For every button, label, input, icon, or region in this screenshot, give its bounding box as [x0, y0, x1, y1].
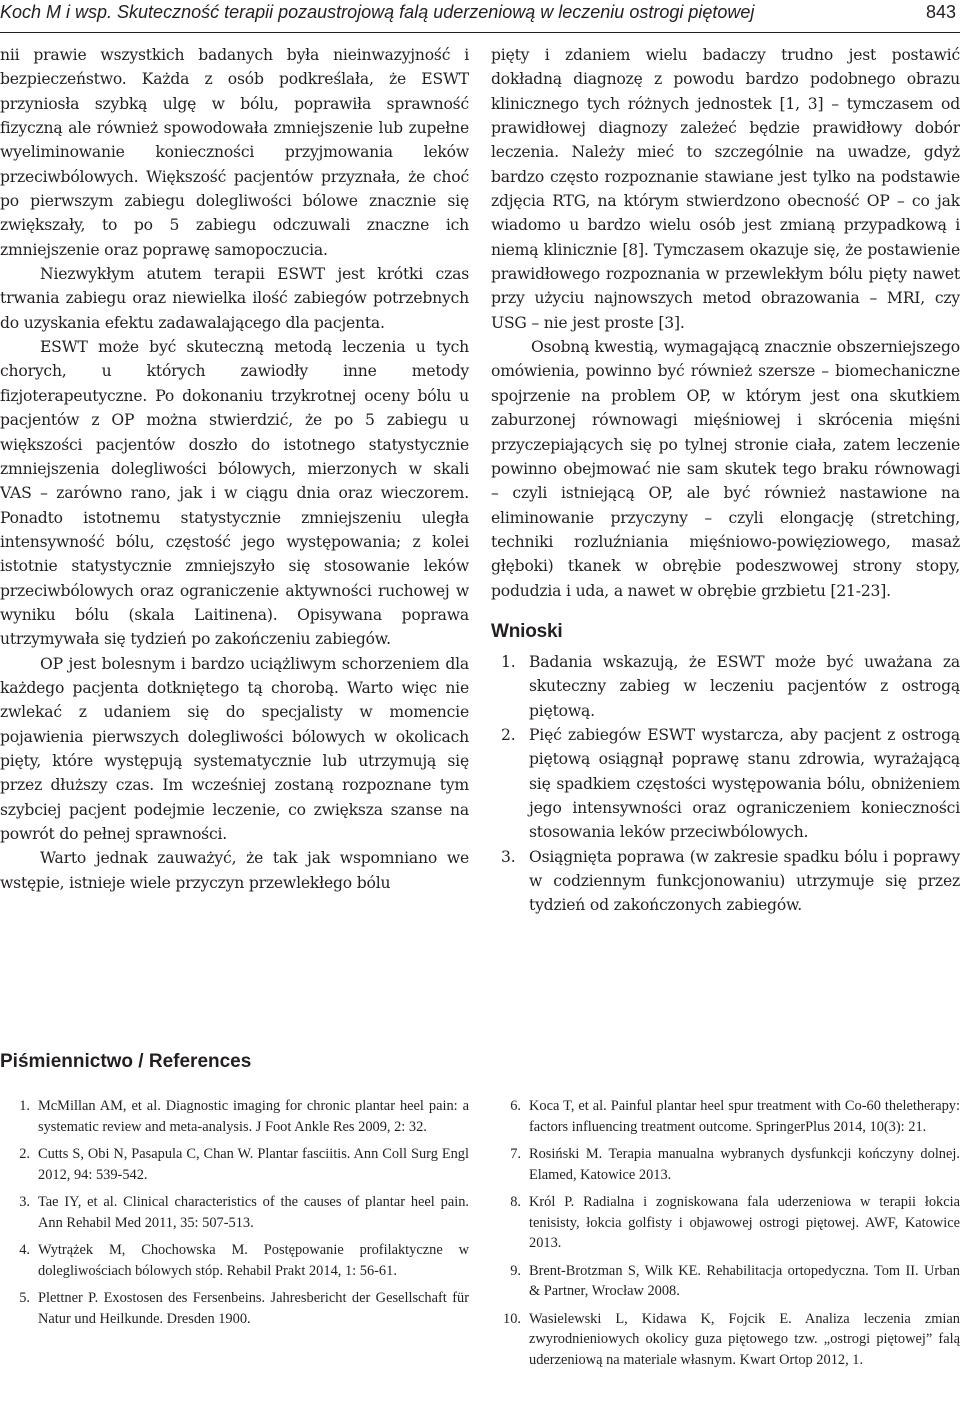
reference-text: Wasielewski L, Kidawa K, Fojcik E. Analiza leczenia zmian zwyrodnieniowych okolicy guza piętowego tzw. „ostrogi piętowej” falą uderzeniową na materiale własnym. Kwart Ortop 2012, 1.: [529, 1310, 960, 1368]
reference-number: 1.: [19, 1098, 30, 1114]
item-text: Osiągnięta poprawa (w zakresie spadku bólu i poprawy w codziennym funkcjonowaniu) utrzymuje się przez tydzień od zakończonych zabiegów.: [529, 847, 960, 915]
paragraph: Osobną kwestią, wymagającą znacznie obszerniejszego omówienia, powinno być również szersze – biomechaniczne spojrzenie na problem OP, w którym jest ona skutkiem zaburzonej równowagi mięśniowej i skrócenia mięśni przyczepiających się po tylnej stronie ciała, zatem leczenie powinno obejmować nie sam skutek tego braku równowagi – czyli istniejącą OP, ale być również nastawione na eliminowanie przyczyny – czyli elongację (stretching, techniki rozluźniania mięśniowo-powięziowego, masaż głęboki) tkanek w obrębie podeszwowej strony stopy, podudzia i uda, a nawet w obrębie grzbietu [21-23].: [491, 338, 960, 600]
reference-text: Cutts S, Obi N, Pasapula C, Chan W. Plantar fasciitis. Ann Coll Surg Engl 2012, 94: 539-542.: [38, 1146, 469, 1183]
reference-item: [491, 1096, 960, 1137]
reference-item: [0, 1240, 469, 1281]
reference-text: Rosiński M. Terapia manualna wybranych dysfunkcji kończyny dolnej. Elamed, Katowice 2013.: [529, 1146, 960, 1183]
conclusions-list: [491, 650, 960, 918]
reference-item: [491, 1309, 960, 1371]
paragraph: nii prawie wszystkich badanych była nieinwazyjność i bezpieczeństwo. Każda z osób podkreślała, że ESWT przyniosła szybką ulgę w bólu, poprawiła sprawność fizyczną ale również spowodowała zmniejszenie lub zupełne wyeliminowanie konieczności przyjmowania leków przeciwbólowych. Większość pacjentów przyznała, że choć po pierwszym zabiegu dolegliwości bólowe znacznie się zwiększały, to po 5 zabiegu odczuwali znaczne ich zmniejszenie oraz poprawę samopoczucia.: [0, 46, 469, 259]
reference-number: 3.: [19, 1194, 30, 1210]
right-text-column: [491, 43, 960, 918]
reference-number: 4.: [19, 1242, 30, 1258]
reference-number: 5.: [19, 1290, 30, 1306]
reference-item: [0, 1192, 469, 1233]
paragraph: OP jest bolesnym i bardzo uciążliwym schorzeniem dla każdego pacjenta dotkniętego tą chorobą. Warto więc nie zwlekać z udaniem się do specjalisty w momencie pojawienia pierwszych dolegliwości bólowych w okolicach pięty, które występują systematycznie lub utrzymują się przez dłuższy czas. Im wcześniej zostaną rozpoznane tym szybciej pacjent podejmie leczenie, co zwiększa szanse na powrót do pełnej sprawności.: [0, 654, 469, 843]
reference-item: [0, 1096, 469, 1137]
conclusions-heading: Wnioski: [491, 620, 563, 642]
running-header: [0, 0, 960, 33]
reference-text: Brent-Brotzman S, Wilk KE. Rehabilitacja ortopedyczna. Tom II. Urban & Partner, Wrocław 2008.: [529, 1262, 960, 1299]
conclusion-item: [491, 723, 960, 845]
reference-text: Koca T, et al. Painful plantar heel spur treatment with Co-60 theletherapy: factors influencing treatment outcome. SpringerPlus 2014, 10(3): 21.: [529, 1098, 960, 1135]
paragraph: Warto jednak zauważyć, że tak jak wspomniano we wstępie, istnieje wiele przyczyn przewlekłego bólu: [0, 849, 469, 892]
references-heading: Piśmiennictwo / References: [0, 1051, 252, 1072]
page-number: 843: [925, 2, 956, 22]
item-number: 3.: [501, 847, 516, 866]
reference-item: [0, 1288, 469, 1329]
references-right-column: [491, 1096, 960, 1377]
reference-item: [491, 1192, 960, 1254]
reference-number: 6.: [510, 1098, 521, 1114]
paragraph: pięty i zdaniem wielu badaczy trudno jest postawić dokładną diagnozę z powodu bardzo podobnego obrazu klinicznego tych różnych jednostek [1, 3] – tymczasem od prawidłowej diagnozy zależeć będzie prawidłowy dobór leczenia. Należy mieć to szczególnie na uwadze, gdyż bardzo często rozpoznanie stawiane jest tylko na podstawie zdjęcia RTG, na którym stwierdzono obecność OP – co jak wiadomo u bardzo wielu osób jest zmianą przypadkową i niemą klinicznie [8]. Tymczasem okazuje się, że postawienie prawidłowego rozpoznania w przewlekłym bólu pięty nawet przy użyciu najnowszych metod obrazowania – MRI, czy USG – nie jest proste [3].: [491, 46, 960, 332]
reference-text: Plettner P. Exostosen des Fersenbeins. Jahresbericht der Gesellschaft für Natur und Heilkunde. Dresden 1900.: [38, 1290, 469, 1327]
reference-number: 8.: [510, 1194, 521, 1210]
reference-text: Tae IY, et al. Clinical characteristics of the causes of plantar heel pain. Ann Rehabil Med 2011, 35: 507-513.: [38, 1194, 469, 1231]
references-left-column: [0, 1096, 469, 1336]
running-title: Koch M i wsp. Skuteczność terapii pozaustrojową falą uderzeniową w leczeniu ostrogi piętowej: [0, 2, 755, 22]
paragraph: Niezwykłym atutem terapii ESWT jest krótki czas trwania zabiegu oraz niewielka ilość zabiegów potrzebnych do uzyskania efektu zadawalającego dla pacjenta.: [0, 265, 469, 332]
reference-text: McMillan AM, et al. Diagnostic imaging for chronic plantar heel pain: a systematic review and meta-analysis. J Foot Ankle Res 2009, 2: 32.: [38, 1098, 469, 1135]
item-number: 2.: [501, 725, 516, 744]
item-text: Badania wskazują, że ESWT może być uważana za skuteczny zabieg w leczeniu pacjentów z ostrogą piętową.: [529, 652, 960, 720]
reference-number: 2.: [19, 1146, 30, 1162]
reference-number: 7.: [510, 1146, 521, 1162]
reference-text: Król P. Radialna i zogniskowana fala uderzeniowa w terapii łokcia tenisisty, łokcia golfisty i objawowej ostrogi piętowej. AWF, Katowice 2013.: [529, 1194, 960, 1251]
reference-number: 10.: [503, 1310, 521, 1327]
reference-item: [491, 1144, 960, 1185]
left-text-column: [0, 43, 469, 895]
paragraph: ESWT może być skuteczną metodą leczenia u tych chorych, u których zawiodły inne metody fizjoterapeutyczne. Po dokonaniu trzykrotnej oceny bólu u pacjentów z OP można stwierdzić, że po 5 zabiegu u większości pacjentów doszło do istotnego statystycznie zmniejszenia dolegliwości bólowych, mierzonych w skali VAS – zarówno rano, jak i w ciągu dnia oraz wieczorem. Ponadto istotnemu statystycznie zmniejszeniu uległa intensywność bólu, częstość jego występowania; z kolei istotnie statystycznie zmniejszyło się stosowanie leków przeciwbólowych oraz ograniczenie aktywności ruchowej w wyniku bólu (skala Laitinena). Opisywana poprawa utrzymywała się tydzień po zakończeniu zabiegów.: [0, 338, 469, 649]
conclusion-item: [491, 650, 960, 723]
conclusion-item: [491, 845, 960, 918]
item-text: Pięć zabiegów ESWT wystarcza, aby pacjent z ostrogą piętową osiągnął poprawę stanu zdrowia, wyrażającą się spadkiem częstości występowania bólu, obniżeniem jego intensywności oraz ograniczeniem konieczności stosowania leków przeciwbólowych.: [529, 725, 960, 842]
reference-text: Wytrążek M, Chochowska M. Postępowanie profilaktyczne w dolegliwościach bólowych stóp. Rehabil Prakt 2014, 1: 56-61.: [38, 1242, 469, 1279]
reference-number: 9.: [510, 1262, 521, 1279]
reference-item: [0, 1144, 469, 1185]
item-number: 1.: [501, 652, 516, 671]
reference-item: [491, 1261, 960, 1302]
